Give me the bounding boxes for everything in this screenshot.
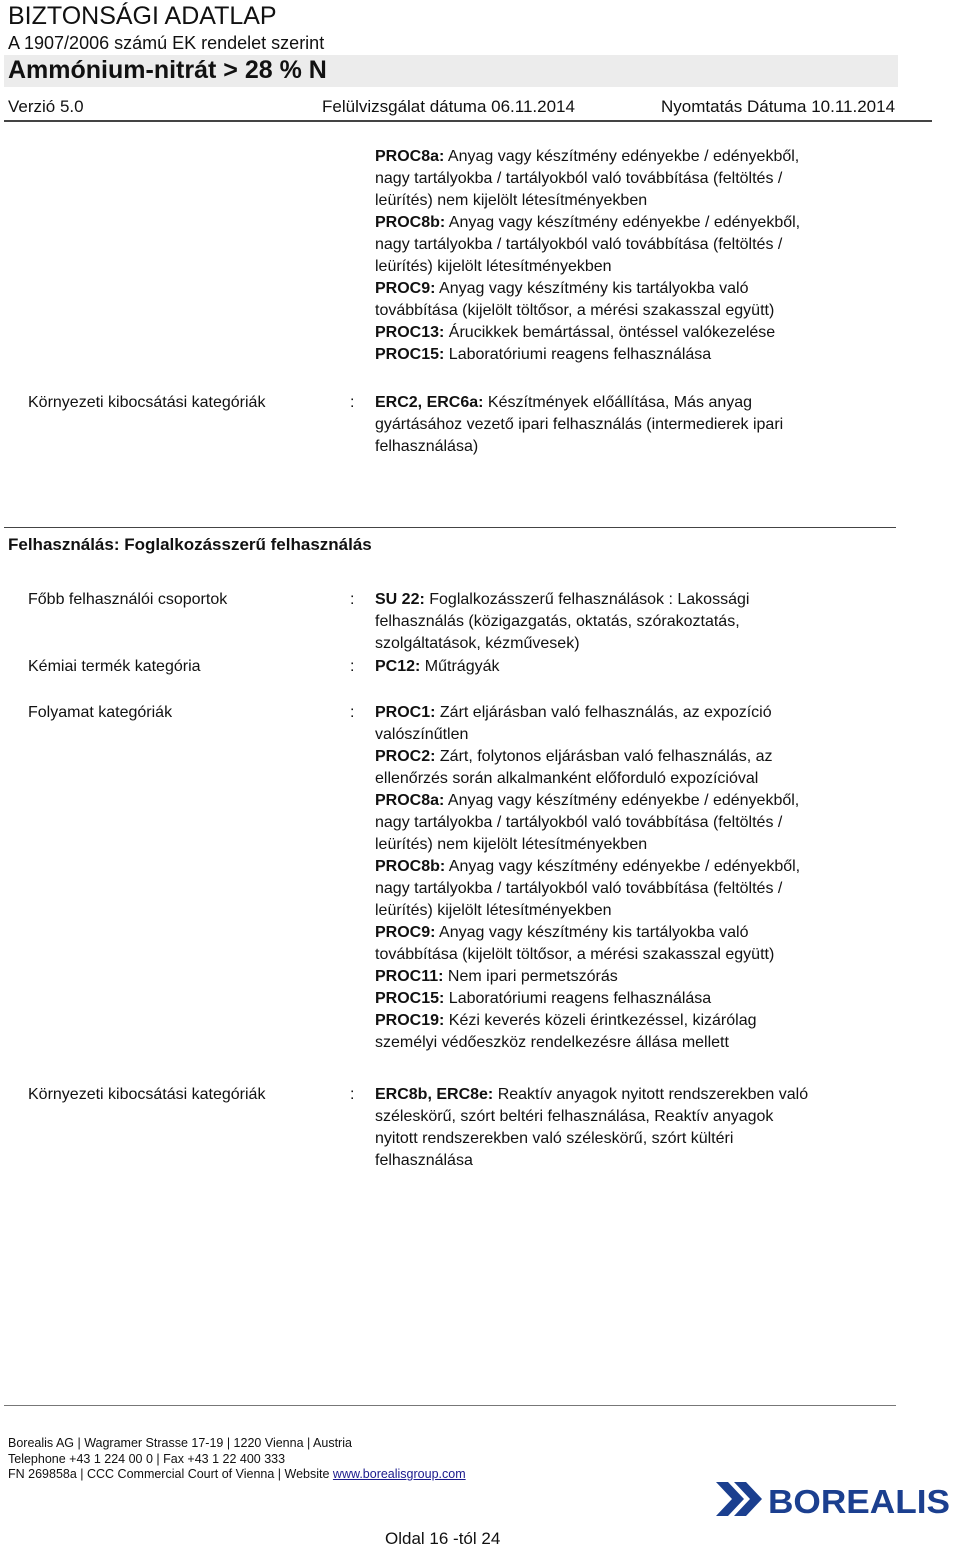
category-text: továbbítása (kijelölt töltősor, a mérési szakasszal együtt) [375,946,775,963]
category-entry [375,702,905,746]
category-text: Laboratóriumi reagens felhasználása [444,990,712,1007]
page-number: Oldal 16 -tól 24 [385,1529,501,1548]
category-line [375,790,905,812]
section-title: Felhasználás: Foglalkozásszerű felhasználás [8,535,372,554]
category-text: Reaktív anyagok nyitott rendszerekben való [493,1086,809,1103]
category-text: Műtrágyák [420,658,500,675]
category-text: Zárt, folytonos eljárásban való felhasználás, az [435,748,773,765]
category-line [375,322,905,344]
category-code: PROC8b: [375,214,446,231]
category-code: SU 22: [375,591,425,608]
category-code: PROC11: [375,968,444,985]
category-code: ERC8b, ERC8e: [375,1086,494,1103]
category-line [375,190,905,212]
category-text: Anyag vagy készítmény kis tartályokba való [435,280,749,297]
category-text: Árucikkek bemártással, öntéssel valókezelése [444,324,776,341]
category-code: PROC13: [375,324,445,341]
category-line [375,746,905,768]
category-line [375,234,905,256]
product-name: Ammónium-nitrát > 28 % N [8,56,327,84]
category-entry [375,1010,905,1054]
category-text: Készítmények előállítása, Más anyag [483,394,753,411]
category-text: leürítés) kijelölt létesítményekben [375,258,612,275]
regulation-subtitle: A 1907/2006 számú EK rendelet szerint [8,33,325,53]
category-line [375,300,905,322]
category-code: PROC9: [375,924,436,941]
footer-rule [4,1405,896,1406]
category-line [375,344,905,366]
process-categories-list [375,702,905,1054]
website-link[interactable]: www.borealisgroup.com [332,1467,466,1481]
process-categories-colon: : [350,704,355,721]
user-groups-value [375,589,905,655]
category-text: nagy tartályokba / tartályokból való továbbítása (feltöltés / [375,236,783,253]
category-line [375,212,905,234]
user-groups-label: Főbb felhasználói csoportok [28,591,228,608]
category-code: PC12: [375,658,421,675]
category-line [375,922,905,944]
category-code: ERC2, ERC6a: [375,394,484,411]
version-label: Verzió 5.0 [8,97,84,116]
category-code: PROC15: [375,990,445,1007]
category-text: széleskörű, szórt beltéri felhasználása, Reaktív anyagok [375,1108,774,1125]
category-entry [375,146,905,212]
category-text: Anyag vagy készítmény edényekbe / edényekből, [444,792,800,809]
category-line [375,392,905,414]
process-categories-label: Folyamat kategóriák [28,704,173,721]
category-code: PROC15: [375,346,445,363]
category-text: Anyag vagy készítmény kis tartályokba való [435,924,749,941]
category-line [375,656,905,678]
env-release-colon-1: : [350,394,355,411]
category-line [375,724,905,746]
section-rule [4,527,896,528]
category-code: PROC8a: [375,792,445,809]
category-line [375,812,905,834]
env-release-label-1: Környezeti kibocsátási kategóriák [28,394,266,411]
category-line [375,611,905,633]
category-line [375,878,905,900]
category-line [375,633,905,655]
category-line [375,589,905,611]
category-entry [375,322,905,344]
category-entry [375,278,905,322]
footer-registry [8,1467,466,1481]
category-line [375,1106,905,1128]
category-entry [375,856,905,922]
footer-phone: Telephone +43 1 224 00 0 | Fax +43 1 22 400 333 [8,1452,286,1466]
user-groups-colon: : [350,591,355,608]
category-line [375,256,905,278]
print-date: Nyomtatás Dátuma 10.11.2014 [661,97,896,116]
category-line [375,1084,905,1106]
category-text: nyitott rendszerekben való széleskörű, szórt kültéri [375,1130,734,1147]
category-text: valószínűtlen [375,726,469,743]
category-text: Kézi keverés közeli érintkezéssel, kizárólag [444,1012,757,1029]
category-code: PROC19: [375,1012,445,1029]
category-entry [375,988,905,1010]
category-entry [375,966,905,988]
category-text: gyártásához vezető ipari felhasználás (intermedierek ipari [375,416,784,433]
env-release-value-1 [375,392,905,458]
category-line [375,1010,905,1032]
category-line [375,834,905,856]
category-line [375,436,905,458]
category-text: felhasználása) [375,438,479,455]
logo-wordmark: BOREALIS [768,1483,950,1520]
category-line [375,1128,905,1150]
category-line [375,856,905,878]
category-line [375,1032,905,1054]
category-entry [375,790,905,856]
category-text: leürítés) kijelölt létesítményekben [375,902,612,919]
category-text: leürítés) nem kijelölt létesítményekben [375,192,648,209]
category-line [375,168,905,190]
document-title: BIZTONSÁGI ADATLAP [8,2,277,30]
category-line [375,702,905,724]
category-entry [375,344,905,366]
category-code: PROC1: [375,704,436,721]
category-text: felhasználás (közigazgatás, oktatás, szórakoztatás, [375,613,740,630]
chem-category-value [375,656,905,678]
category-text: nagy tartályokba / tartályokból való továbbítása (feltöltés / [375,170,783,187]
category-line [375,768,905,790]
category-text: Anyag vagy készítmény edényekbe / edényekből, [445,858,801,875]
revision-date: Felülvizsgálat dátuma 06.11.2014 [322,97,575,116]
category-text: Foglalkozásszerű felhasználások : Lakossági [424,591,750,608]
category-line [375,414,905,436]
category-text: Laboratóriumi reagens felhasználása [444,346,712,363]
category-line [375,146,905,168]
env-release-label-2: Környezeti kibocsátási kategóriák [28,1086,266,1103]
category-text: személyi védőeszköz rendelkezésre állása mellett [375,1034,729,1051]
category-code: PROC8a: [375,148,445,165]
category-text: nagy tartályokba / tartályokból való továbbítása (feltöltés / [375,880,783,897]
category-entry [375,746,905,790]
category-text: leürítés) nem kijelölt létesítményekben [375,836,648,853]
chem-category-label: Kémiai termék kategória [28,658,201,675]
category-entry [375,212,905,278]
category-text: ellenőrzés során alkalmanként előforduló expozícióval [375,770,759,787]
category-line [375,944,905,966]
env-release-value-2 [375,1084,905,1172]
category-text: Nem ipari permetszórás [443,968,618,985]
category-text: Zárt eljárásban való felhasználás, az expozíció [435,704,772,721]
category-entry [375,922,905,966]
footer-address: Borealis AG | Wagramer Strasse 17-19 | 1220 Vienna | Austria [8,1436,352,1450]
chem-category-colon: : [350,658,355,675]
category-text: továbbítása (kijelölt töltősor, a mérési szakasszal együtt) [375,302,775,319]
category-code: PROC2: [375,748,436,765]
header-rule [4,120,932,122]
category-text: szolgáltatások, kézművesek) [375,635,580,652]
borealis-logo [714,1476,954,1522]
category-code: PROC9: [375,280,436,297]
category-text: Anyag vagy készítmény edényekbe / edényekből, [444,148,800,165]
category-line [375,966,905,988]
category-code: PROC8b: [375,858,446,875]
category-line [375,900,905,922]
logo-mark-icon [716,1482,762,1516]
category-text: Anyag vagy készítmény edényekbe / edényekből, [445,214,801,231]
category-line [375,988,905,1010]
category-text: nagy tartályokba / tartályokból való továbbítása (feltöltés / [375,814,783,831]
footer-registry-text: FN 269858a | CCC Commercial Court of Vienna | Website [8,1467,333,1481]
top-process-list [375,146,905,366]
category-line [375,1150,905,1172]
env-release-colon-2: : [350,1086,355,1103]
category-text: felhasználása [375,1152,473,1169]
category-line [375,278,905,300]
